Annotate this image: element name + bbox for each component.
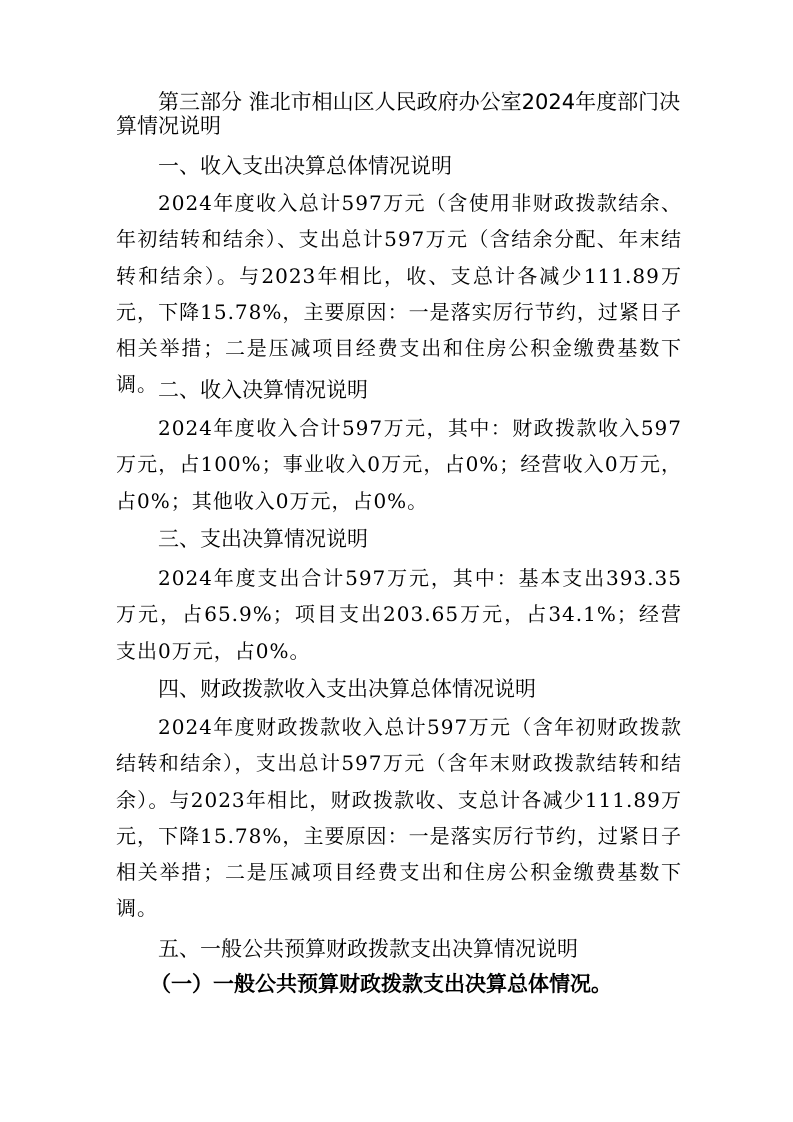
section-body-income-expenditure-overview: 2024年度收入总计597万元（含使用非财政拨款结余、年初结转和结余）、支出总计597万元（含结余分配、年末结转和结余）。与2023年相比，收、支总计各减少111.89万元，下降15.78%，主要原因：一是落实厉行节约，过紧日子相关举措；二是压减项目经费支出和住房公积金缴费基数下调。 bbox=[116, 191, 682, 397]
section-heading-fiscal-appropriation-overview: 四、财政拨款收入支出决算总体情况说明 bbox=[158, 677, 536, 701]
section-body-fiscal-appropriation-overview: 2024年度财政拨款收入总计597万元（含年初财政拨款结转和结余），支出总计597万元（含年末财政拨款结转和结余）。与2023年相比，财政拨款收、支总计各减少111.89万元，下降15.78%，主要原因：一是落实厉行节约，过紧日子相关举措；二是压减项目经费支出和住房公积金缴费基数下调。 bbox=[116, 715, 682, 921]
section-heading-general-public-budget: 五、一般公共预算财政拨款支出决算情况说明 bbox=[158, 937, 578, 961]
section-heading-expenditure: 三、支出决算情况说明 bbox=[158, 527, 368, 551]
section-heading-income-expenditure-overview: 一、收入支出决算总体情况说明 bbox=[158, 154, 452, 178]
document-title: 第三部分 淮北市相山区人民政府办公室2024年度部门决算情况说明 bbox=[116, 90, 681, 138]
section-body-income: 2024年度收入合计597万元，其中：财政拨款收入597万元，占100%；事业收入0万元，占0%；经营收入0万元，占0%；其他收入0万元，占0%。 bbox=[116, 416, 682, 513]
section-body-expenditure: 2024年度支出合计597万元，其中：基本支出393.35万元，占65.9%；项目支出203.65万元，占34.1%；经营支出0万元，占0%。 bbox=[116, 566, 682, 663]
subsection-heading-general-public-budget-overview: （一）一般公共预算财政拨款支出决算总体情况。 bbox=[150, 971, 612, 996]
section-heading-income: 二、收入决算情况说明 bbox=[158, 378, 368, 402]
